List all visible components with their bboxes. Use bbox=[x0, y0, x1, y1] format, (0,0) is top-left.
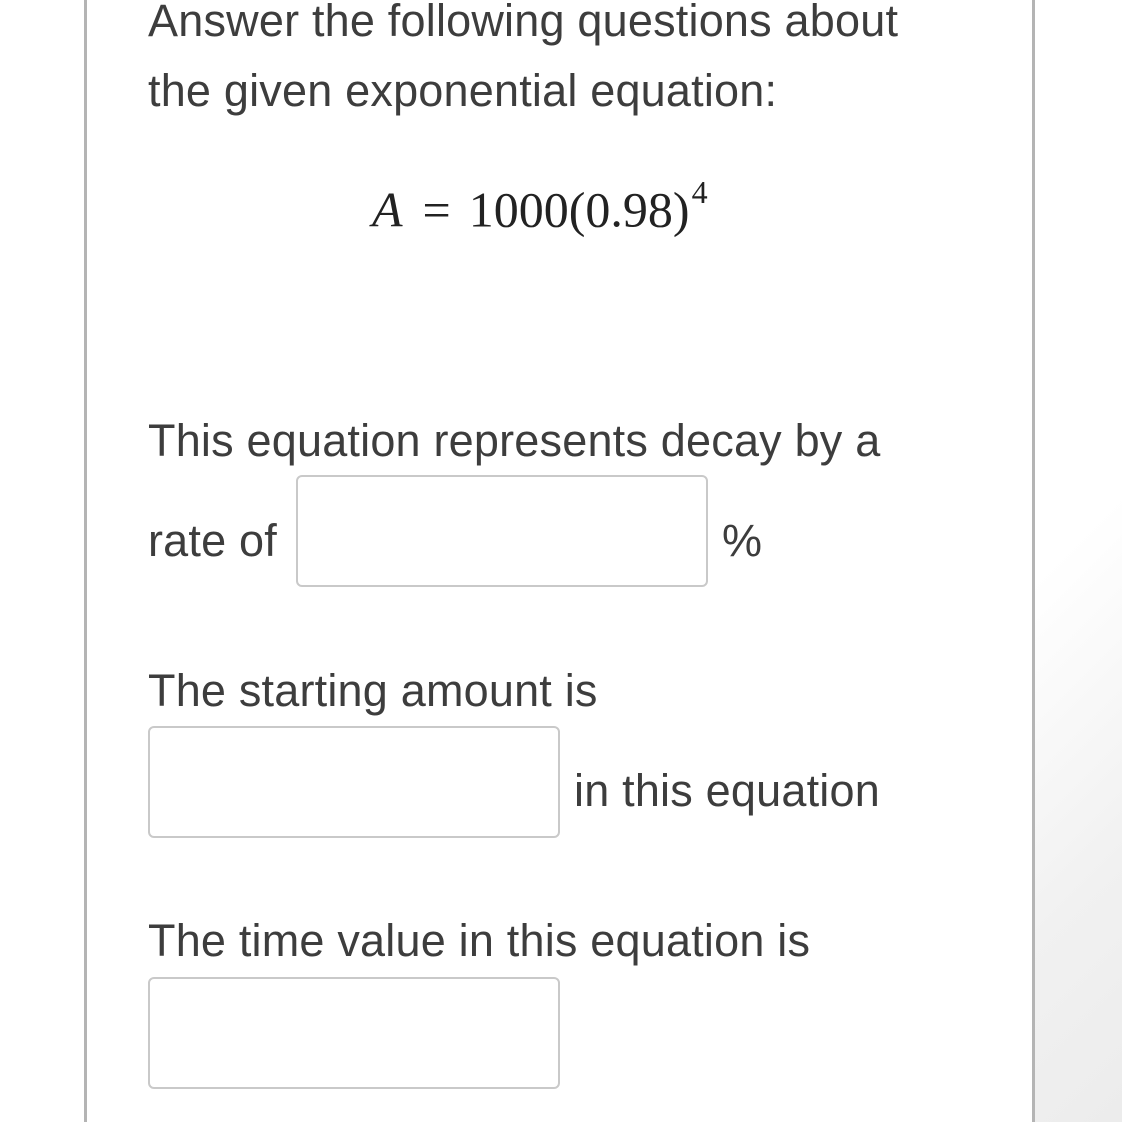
percent-unit: % bbox=[722, 515, 763, 566]
decay-statement: This equation represents decay by a bbox=[148, 415, 881, 466]
intro-line-2: the given exponential equation: bbox=[148, 65, 778, 116]
equation-exponent: 4 bbox=[691, 174, 708, 210]
intro-line-1: Answer the following questions about bbox=[148, 0, 899, 46]
equation bbox=[372, 174, 708, 239]
time-value-statement: The time value in this equation is bbox=[148, 915, 811, 966]
time-value-input[interactable] bbox=[148, 977, 560, 1089]
starting-amount-input[interactable] bbox=[148, 726, 560, 838]
rate-input[interactable] bbox=[296, 475, 708, 587]
equation-equals: = bbox=[422, 181, 451, 238]
equation-expression: 1000(0.98) bbox=[468, 181, 690, 238]
equation-variable: A bbox=[372, 181, 403, 238]
starting-amount-statement: The starting amount is bbox=[148, 665, 598, 716]
rate-label: rate of bbox=[148, 515, 277, 566]
starting-amount-suffix: in this equation bbox=[574, 765, 880, 816]
